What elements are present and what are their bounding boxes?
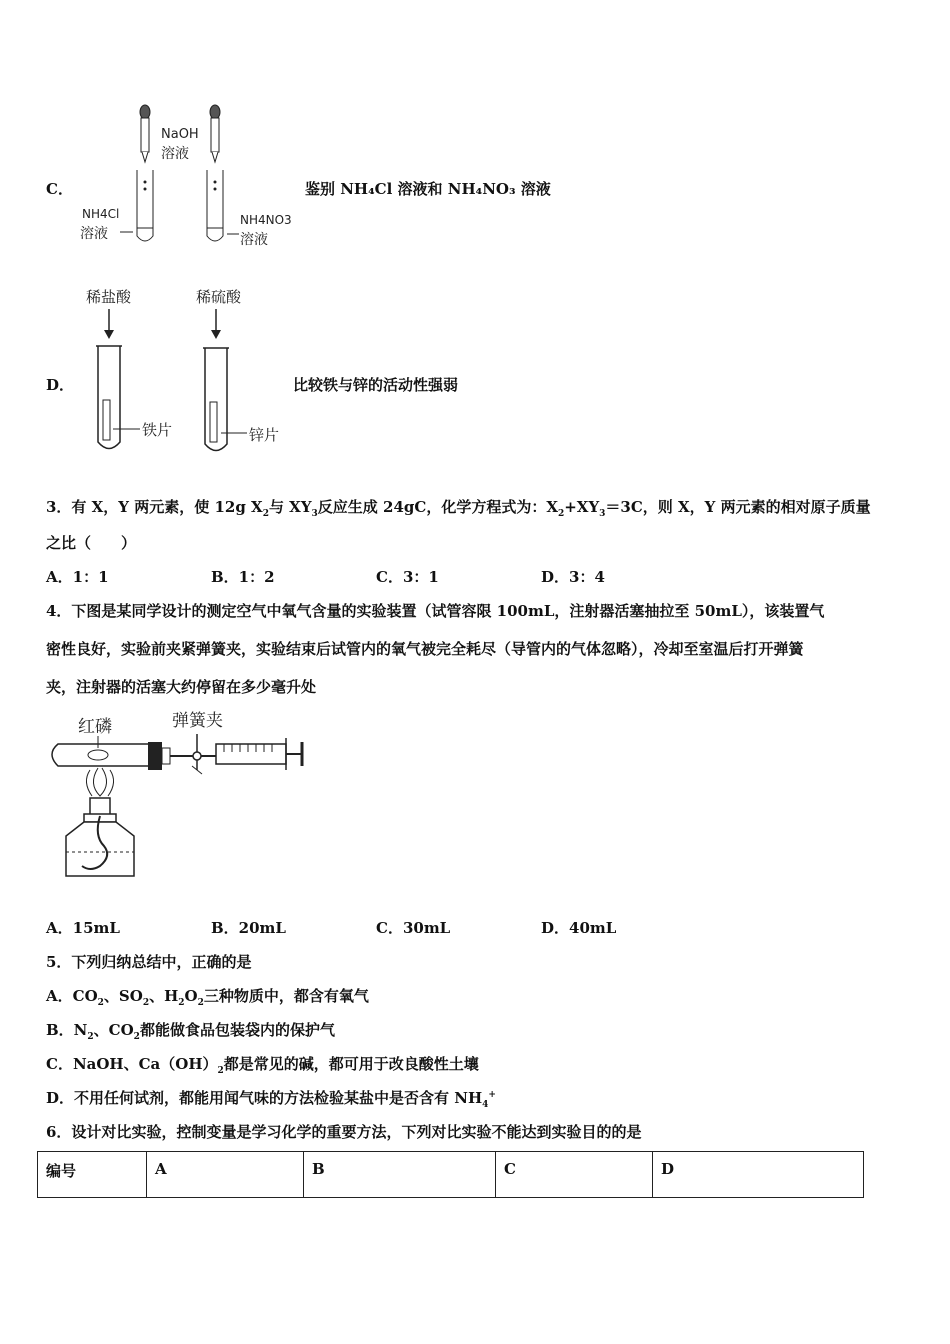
right-metal-label: 锌片 bbox=[249, 426, 280, 444]
table-header-cell: C bbox=[496, 1152, 653, 1198]
q5-option-b[interactable]: B．$N_2$、$CO_2$都能做食品包装袋内的保护气 bbox=[46, 1021, 335, 1042]
spring-clamp-label: 弹簧夹 bbox=[172, 711, 223, 731]
table-header-cell: D bbox=[653, 1152, 864, 1198]
q3-line-1: 3．有 X，Y 两元素，使 12g $X_2$与 $XY_3$反应生成 24gC，化学方程式为：$X_2+XY_3=3C$，则 X，Y 两元素的相对原子质量 bbox=[46, 498, 871, 519]
q4-line-1: 4．下图是某同学设计的测定空气中氧气含量的实验装置（试管容限 100mL，注射器活塞抽拉至 50mL），该装置气 bbox=[46, 602, 825, 620]
option-d-purpose: 比较铁与锌的活动性强弱 bbox=[293, 376, 459, 394]
spring-clamp-icon bbox=[192, 734, 202, 774]
reagent-top-label: NaOH bbox=[161, 127, 199, 142]
q4-option-d[interactable]: D．40mL bbox=[541, 919, 617, 937]
left-arrow-icon bbox=[104, 309, 114, 339]
table-header-row bbox=[38, 1152, 864, 1198]
reagent-top-label-2: 溶液 bbox=[161, 146, 189, 162]
left-reagent-label: 稀盐酸 bbox=[86, 288, 132, 306]
q4-option-b[interactable]: B．20mL bbox=[211, 919, 286, 937]
left-metal-label: 铁片 bbox=[142, 421, 173, 439]
right-arrow-icon bbox=[211, 309, 221, 339]
right-tube-label-2: 溶液 bbox=[240, 232, 268, 248]
option-d-letter: D． bbox=[46, 376, 75, 394]
left-tube-label-2: 溶液 bbox=[80, 226, 108, 242]
q4-option-a[interactable]: A．15mL bbox=[46, 919, 120, 937]
right-reagent-label: 稀硫酸 bbox=[196, 288, 242, 306]
q5-option-d[interactable]: D．不用任何试剂，都能用闻气味的方法检验某盐中是否含有 $NH_4^+$ bbox=[46, 1089, 496, 1110]
option-c-letter: C． bbox=[46, 180, 73, 198]
left-test-tube-icon bbox=[96, 346, 140, 449]
right-test-tube-icon bbox=[203, 348, 247, 451]
option-c-figure bbox=[75, 100, 310, 255]
red-phosphorus-label: 红磷 bbox=[78, 717, 112, 737]
q6-stem: 6．设计对比实验，控制变量是学习化学的重要方法，下列对比实验不能达到实验目的的是 bbox=[46, 1123, 642, 1141]
table-header-cell: B bbox=[304, 1152, 496, 1198]
q3-option-c[interactable]: C．3：1 bbox=[376, 568, 439, 586]
q4-apparatus-figure bbox=[40, 706, 320, 884]
q3-option-b[interactable]: B．1：2 bbox=[211, 568, 275, 586]
q3-option-d[interactable]: D．3：4 bbox=[541, 568, 605, 586]
flame-icon bbox=[86, 768, 113, 796]
q4-option-c[interactable]: C．30mL bbox=[376, 919, 451, 937]
q4-line-3: 夹，注射器的活塞大约停留在多少毫升处 bbox=[46, 678, 317, 696]
right-dropper-icon bbox=[210, 105, 220, 162]
q3-line-2: 之比（ ） bbox=[46, 534, 137, 552]
q5-stem: 5．下列归纳总结中，正确的是 bbox=[46, 953, 252, 971]
left-tube-label: NH4Cl bbox=[82, 207, 120, 221]
right-test-tube-icon bbox=[207, 170, 239, 241]
table-header-cell: A bbox=[147, 1152, 304, 1198]
q5-option-c[interactable]: C．NaOH、$Ca(OH)_2$都是常见的碱，都可用于改良酸性土壤 bbox=[46, 1055, 479, 1076]
left-dropper-icon bbox=[140, 105, 150, 162]
q3-option-a[interactable]: A．1：1 bbox=[46, 568, 109, 586]
option-d-figure bbox=[75, 282, 300, 460]
table-header-cell: 编号 bbox=[38, 1152, 147, 1198]
q4-line-2: 密性良好，实验前夹紧弹簧夹，实验结束后试管内的氧气被完全耗尽（导管内的气体忽略），冷却至室温后打开弹簧 bbox=[46, 640, 804, 658]
option-c-purpose: 鉴别 NH₄Cl 溶液和 NH₄NO₃ 溶液 bbox=[305, 180, 551, 198]
q5-option-a[interactable]: A．$CO_2$、$SO_2$、$H_2O_2$三种物质中，都含有氧气 bbox=[46, 987, 369, 1008]
alcohol-lamp-icon bbox=[66, 798, 134, 876]
rubber-stopper-icon bbox=[148, 742, 162, 770]
left-test-tube-icon bbox=[120, 170, 153, 241]
syringe-icon bbox=[216, 738, 302, 770]
right-tube-label: NH4NO3 bbox=[240, 213, 292, 227]
horizontal-test-tube-icon bbox=[52, 736, 148, 766]
q6-comparison-table bbox=[37, 1151, 864, 1198]
